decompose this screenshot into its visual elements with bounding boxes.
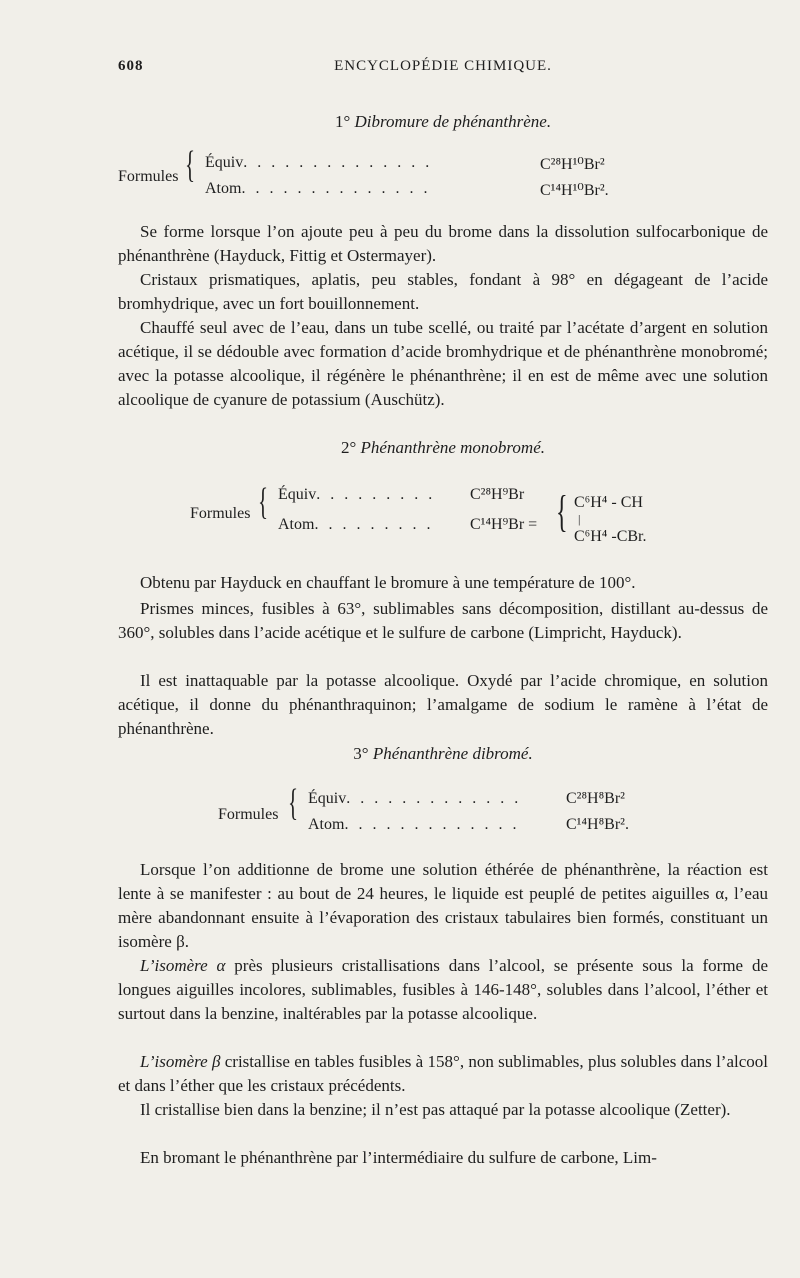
section-1-formula-label: Formules [118, 168, 179, 185]
section-1-brace: { [185, 144, 196, 186]
section-3-number: 3° [353, 744, 369, 763]
running-head: ENCYCLOPÉDIE CHIMIQUE. [334, 58, 552, 74]
page-number: 608 [118, 58, 144, 74]
section-3-heading: Phénanthrène dibromé. [372, 744, 533, 763]
section-2-number: 2° [340, 438, 357, 457]
section-3-paragraph-1: Lorsque l’on additionne de brome une solution éthérée de phénanthrène, la réaction est lente à se manifester : au bout de 24 heures, le liquide est peuplé de petites aiguilles α, l’eau mère abandonnant ensuite à l’évaporation des cristaux tabulaires bien formés, constituant un isomère β. [118, 860, 768, 951]
section-3-formula-label: Formules [218, 806, 279, 823]
section-2-equiv-row: Équiv. . . . . . . . . [278, 486, 436, 503]
section-3-paragraph-2: L’isomère α près plusieurs cristallisations dans l’alcool, se présente sous la forme de longues aiguilles incolores, sublimables, fusibles à 146-148°, solubles dans l’alcool, l’éther et surtout dans la benzine, inaltérables par la potasse alcoolique. [118, 956, 768, 1023]
section-2-struct-bond: | [578, 512, 581, 526]
section-2-paragraph-3: Il est inattaquable par la potasse alcoolique. Oxydé par l’acide chromique, en solution acétique, il donne du phénanthraquinon; l’amalgame de sodium le ramène à l’état de phénanthrène. [118, 671, 768, 738]
section-2-struct-top: C⁶H⁴ - CH [574, 494, 643, 511]
section-2-equiv-value: C²⁸H⁹Br [470, 486, 525, 503]
section-1-paragraph-2: Cristaux prismatiques, aplatis, peu stables, fondant à 98° en dégageant de l’acide bromhydrique, avec un fort bouillonnement. [118, 270, 768, 313]
section-1-number: 1° [334, 112, 351, 131]
section-1-paragraph-1: Se forme lorsque l’on ajoute peu à peu du brome dans la dissolution sulfocarbonique de phénanthrène (Hayduck, Fittig et Ostermayer). [118, 222, 768, 265]
section-3-equiv-row: Équiv. . . . . . . . . . . . . [308, 790, 522, 807]
section-2-paragraph-2: Prismes minces, fusibles à 63°, sublimables sans décomposition, distillant au-dessus de 360°, solubles dans l’acide acétique et le sulfure de carbone (Limpricht, Hayduck). [118, 599, 768, 642]
isomer-alpha-label: L’isomère α [140, 956, 226, 975]
section-2-brace: { [258, 481, 269, 523]
section-2-title [118, 438, 768, 458]
section-1-paragraph-3: Chauffé seul avec de l’eau, dans un tube scellé, ou traité par l’acétate d’argent en solution acétique, il se dédouble avec formation d’acide bromhydrique et de phénanthrène monobromé; avec la potasse alcoolique, il régénère le phénanthrène; il en est de même avec une solution alcoolique de cyanure de potassium (Auschütz). [118, 318, 768, 409]
section-3-equiv-value: C²⁸H⁸Br² [566, 790, 625, 807]
section-3-title [118, 744, 768, 764]
section-2-struct-bottom: C⁶H⁴ -CBr. [574, 528, 647, 545]
section-3-atom-value: C¹⁴H⁸Br². [566, 816, 629, 833]
section-1-atom-row: Atom. . . . . . . . . . . . . . [205, 180, 431, 197]
section-3-paragraph-3: L’isomère β cristallise en tables fusibles à 158°, non sublimables, plus solubles dans l’alcool et dans l’éther que les cristaux précédents. [118, 1052, 768, 1095]
section-1-heading: Dibromure de phénanthrène. [354, 112, 552, 131]
equiv-label: Équiv [205, 154, 244, 171]
section-3-paragraph-5: En bromant le phénanthrène par l’intermédiaire du sulfure de carbone, Lim- [140, 1148, 657, 1167]
section-1-equiv-value: C²⁸H¹⁰Br² [540, 156, 605, 173]
page-header [118, 58, 768, 82]
section-2-formula-label: Formules [190, 505, 251, 522]
section-3-brace: { [288, 782, 299, 824]
isomer-beta-label: L’isomère β [140, 1052, 221, 1071]
section-1-title [118, 112, 768, 132]
section-1-equiv-row: Équiv. . . . . . . . . . . . . . [205, 154, 433, 171]
section-2-heading: Phénanthrène monobromé. [360, 438, 545, 457]
section-3-paragraph-4: Il cristallise bien dans la benzine; il n’est pas attaqué par la potasse alcoolique (Zetter). [140, 1100, 731, 1119]
section-2-struct-brace: { [556, 487, 568, 536]
section-2-atom-value: C¹⁴H⁹Br = [470, 516, 538, 533]
section-3-atom-row: Atom. . . . . . . . . . . . . [308, 816, 520, 833]
atom-label: Atom [205, 180, 242, 197]
section-1-atom-value: C¹⁴H¹⁰Br². [540, 182, 609, 199]
section-2-paragraph-1: Obtenu par Hayduck en chauffant le bromure à une température de 100°. [140, 573, 636, 592]
section-2-atom-row: Atom. . . . . . . . . [278, 516, 434, 533]
